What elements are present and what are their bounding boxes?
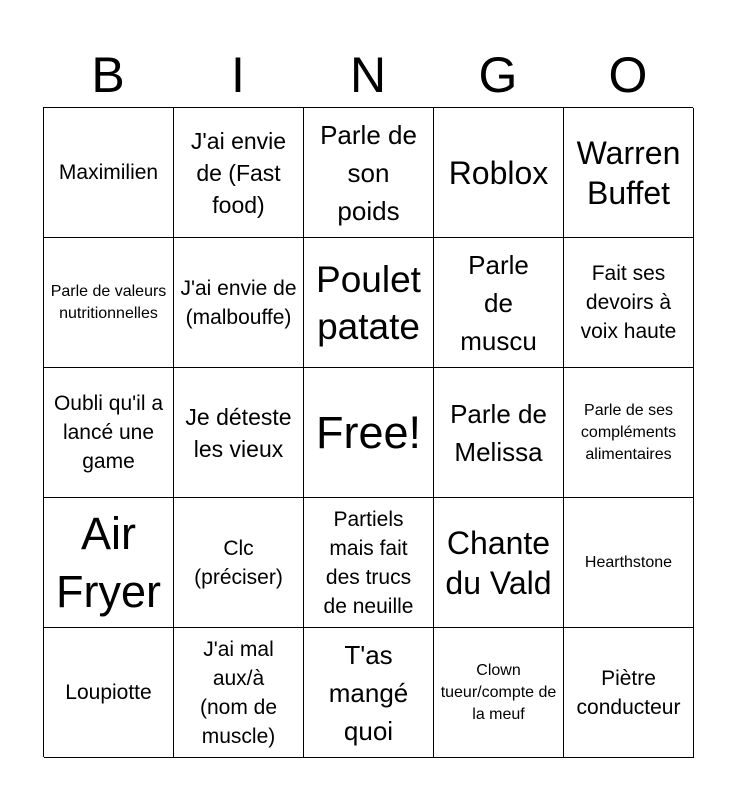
header-letter-b: B xyxy=(91,47,125,103)
cell-label: Loupiotte xyxy=(65,681,152,704)
bingo-cell[interactable] xyxy=(564,368,694,498)
bingo-cell[interactable] xyxy=(564,498,694,628)
bingo-cell[interactable] xyxy=(564,238,694,368)
bingo-cell[interactable] xyxy=(174,108,304,238)
bingo-cell[interactable] xyxy=(304,628,434,758)
cell-label: Maximilien xyxy=(58,161,159,184)
cell-label: Parle de valeurs nutritionnelles xyxy=(50,282,167,322)
cell-label: J'ai envie de (Fast food) xyxy=(190,127,287,218)
cell-label: Warren Buffet xyxy=(576,134,681,211)
cell-label: J'ai envie de (malbouffe) xyxy=(180,276,297,329)
bingo-cell[interactable] xyxy=(434,628,564,758)
cell-label: Piètre conducteur xyxy=(576,666,681,719)
free-space-label: Free! xyxy=(315,406,422,458)
bingo-cell[interactable] xyxy=(434,368,564,498)
cell-label: Clc (préciser) xyxy=(194,536,283,589)
cell-label: Clown tueur/compte de la meuf xyxy=(440,661,557,723)
header-letter-i: I xyxy=(231,47,245,103)
bingo-cell[interactable] xyxy=(304,498,434,628)
bingo-cell[interactable] xyxy=(44,108,174,238)
cell-label: Parle de ses compléments alimentaires xyxy=(580,401,677,463)
bingo-cell[interactable] xyxy=(44,368,174,498)
cell-label: Hearthstone xyxy=(584,553,673,571)
bingo-cell[interactable] xyxy=(434,498,564,628)
bingo-cell[interactable] xyxy=(304,238,434,368)
cell-label: Air Fryer xyxy=(56,507,161,617)
cell-label: T'as mangé quoi xyxy=(328,639,409,746)
cell-label: Parle de muscu xyxy=(460,249,537,356)
bingo-cell[interactable] xyxy=(564,628,694,758)
free-space-cell[interactable] xyxy=(304,368,434,498)
bingo-grid xyxy=(43,107,693,757)
bingo-cell[interactable] xyxy=(434,238,564,368)
bingo-cell[interactable] xyxy=(44,238,174,368)
cell-label: Chante du Vald xyxy=(445,524,552,601)
bingo-cell[interactable] xyxy=(174,628,304,758)
cell-label: Parle de Melissa xyxy=(450,398,547,467)
header-letter-o: O xyxy=(608,47,648,103)
cell-label: J'ai mal aux/à (nom de muscle) xyxy=(199,637,278,748)
bingo-cell[interactable] xyxy=(44,628,174,758)
bingo-cell[interactable] xyxy=(44,498,174,628)
bingo-header xyxy=(43,44,693,106)
cell-label: Je déteste les vieux xyxy=(185,403,292,462)
bingo-cell[interactable] xyxy=(304,108,434,238)
bingo-cell[interactable] xyxy=(434,108,564,238)
cell-label: Partiels mais fait des trucs de neuille xyxy=(323,507,414,618)
header-letter-g: G xyxy=(478,47,518,103)
cell-label: Roblox xyxy=(448,154,549,191)
bingo-cell[interactable] xyxy=(174,238,304,368)
bingo-cell[interactable] xyxy=(174,498,304,628)
cell-label: Parle de son poids xyxy=(320,119,417,226)
bingo-cell[interactable] xyxy=(174,368,304,498)
cell-label: Fait ses devoirs à voix haute xyxy=(580,262,677,343)
header-letter-n: N xyxy=(349,47,387,103)
cell-label: Oubli qu'il a lancé une game xyxy=(53,392,164,473)
bingo-cell[interactable] xyxy=(564,108,694,238)
cell-label: Poulet patate xyxy=(316,258,421,347)
